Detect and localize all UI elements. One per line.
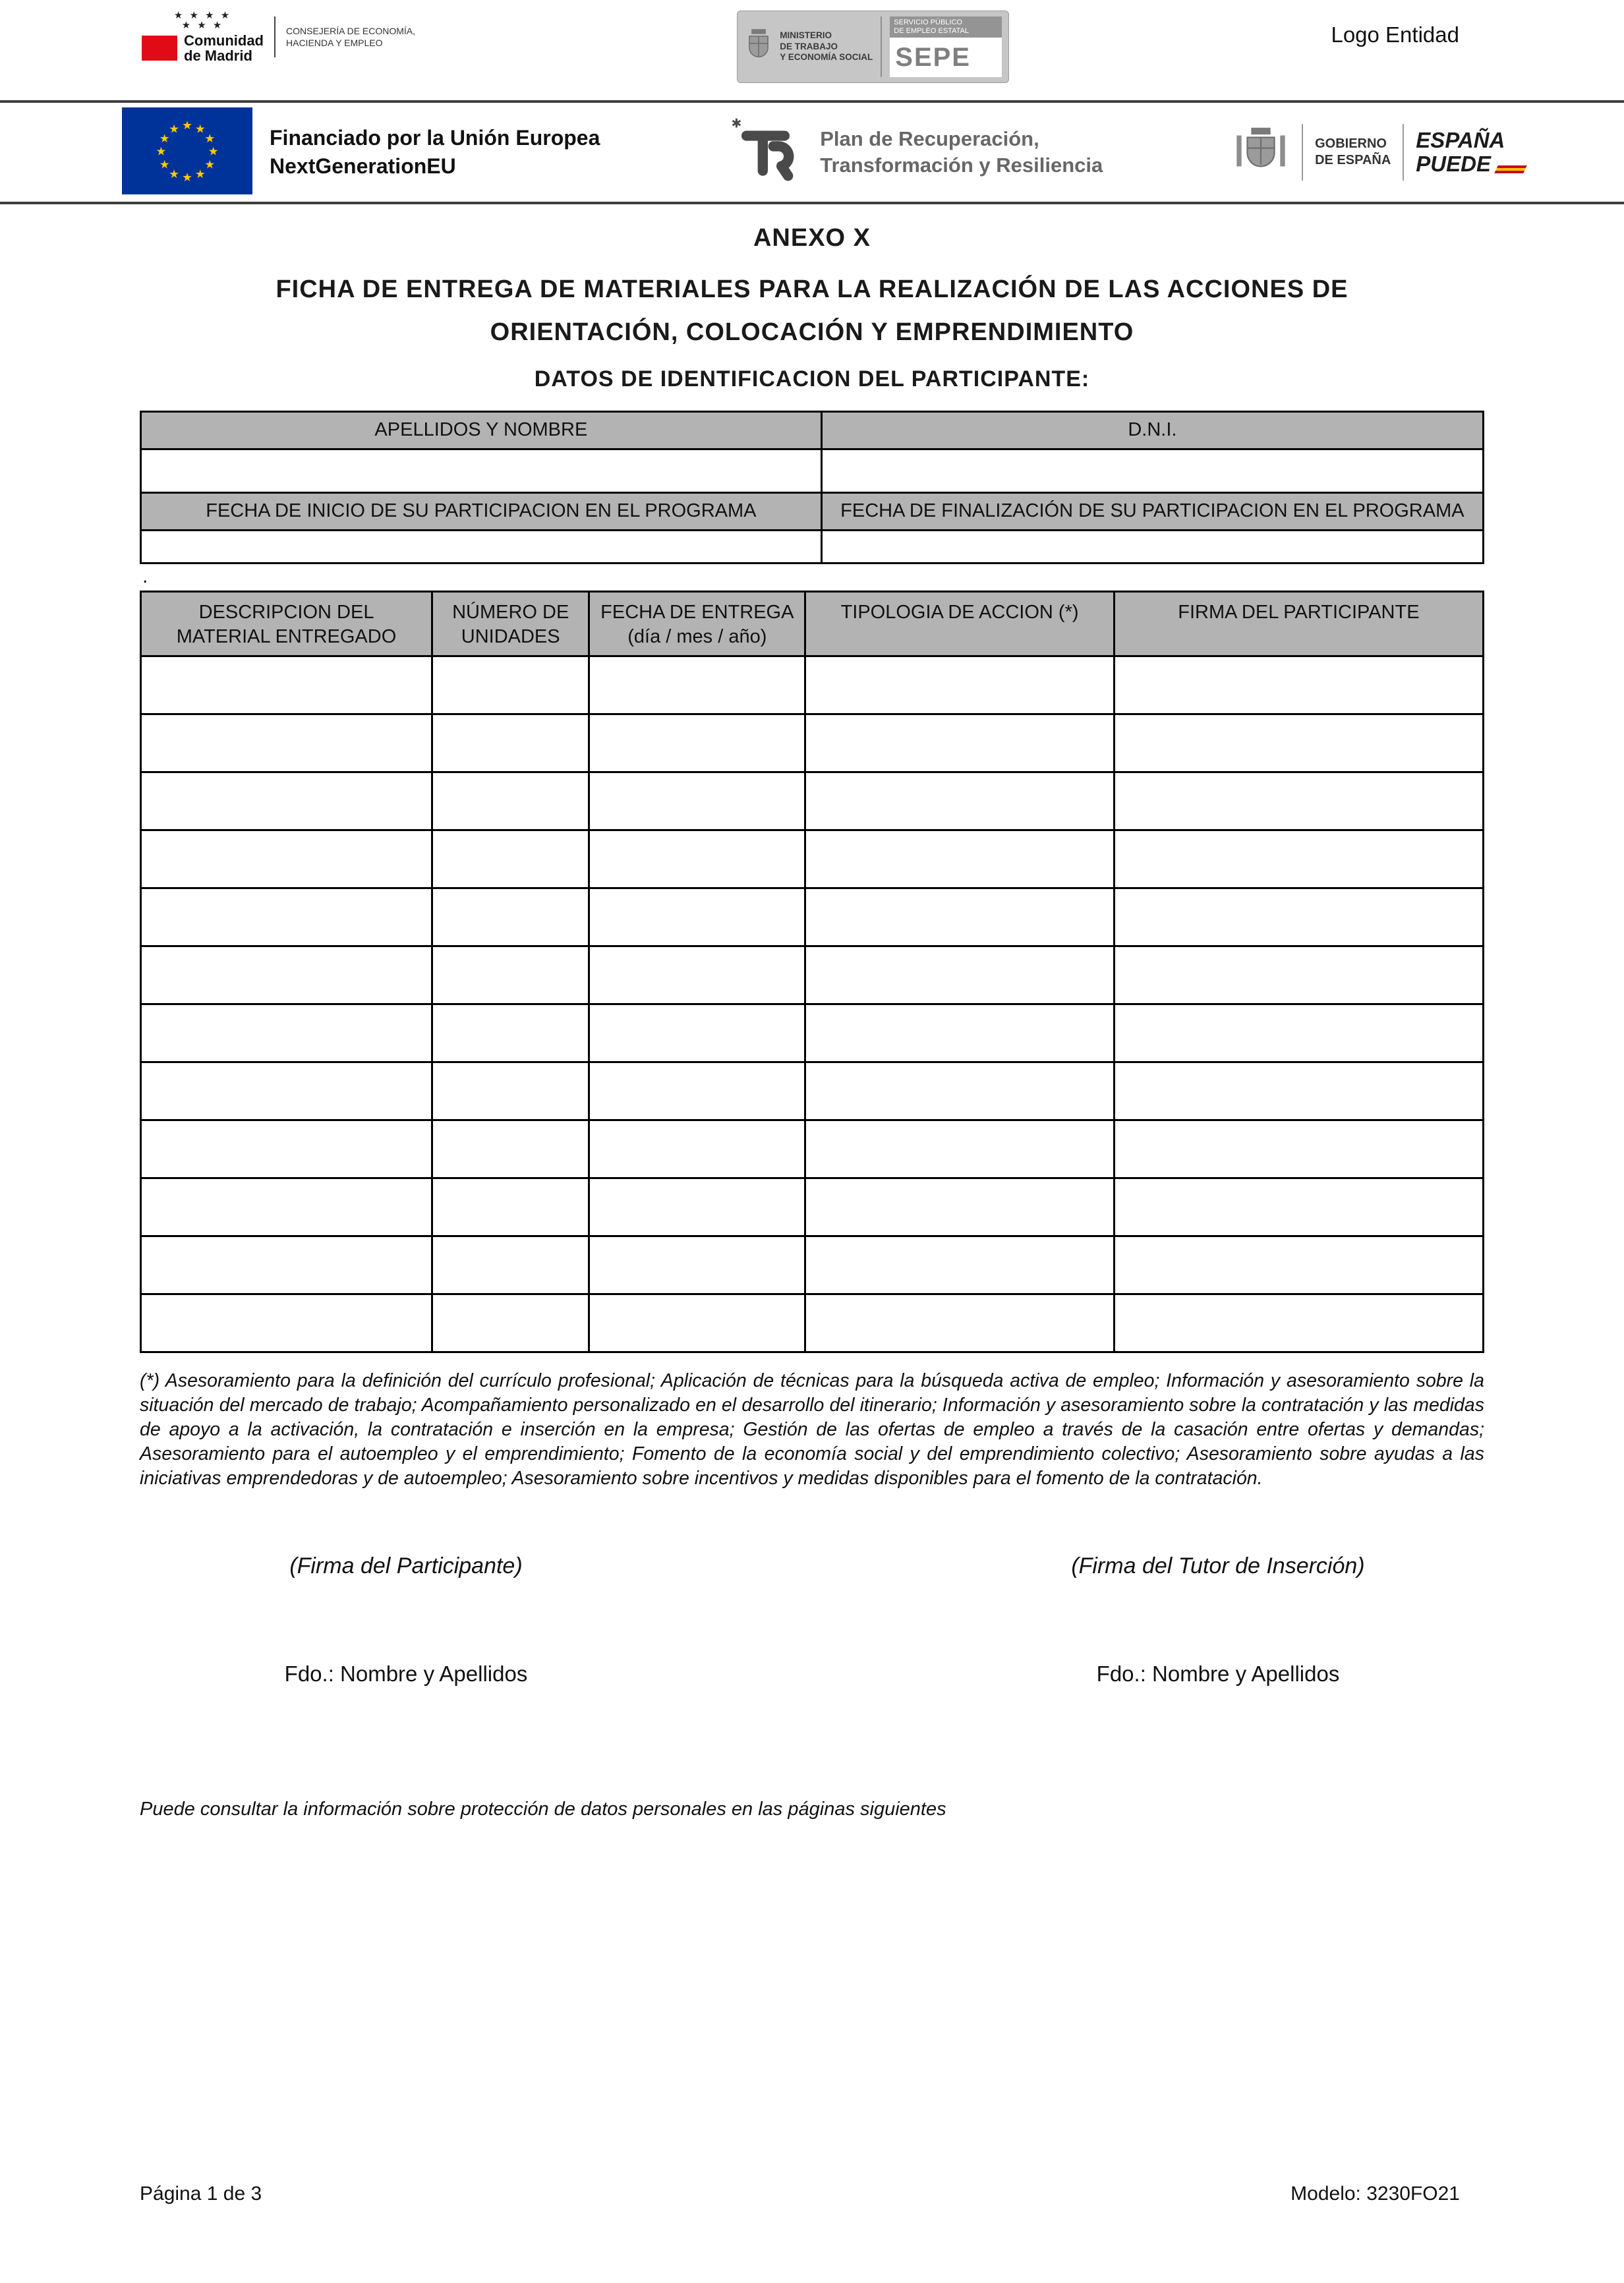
materials-empty-row <box>141 1236 1484 1294</box>
prtr-tr-icon <box>729 112 807 193</box>
materials-empty-row <box>141 714 1484 772</box>
madrid-stars-row1: ★ ★ ★ ★ <box>173 10 232 21</box>
materials-empty-cell <box>589 772 805 830</box>
signature-labels-row <box>0 1553 1624 1579</box>
materials-table-body <box>141 656 1484 1352</box>
participant-fdo-line: Fdo.: Nombre y Apellidos <box>284 1662 528 1687</box>
stray-dot: . <box>142 565 148 587</box>
materials-empty-cell <box>589 1062 805 1120</box>
header-dni: D.N.I. <box>821 412 1483 449</box>
materials-empty-row <box>141 772 1484 830</box>
gobierno-line2: DE ESPAÑA <box>1315 153 1391 167</box>
madrid-divider <box>274 16 276 57</box>
svg-text:★: ★ <box>159 132 170 146</box>
materials-empty-cell <box>141 946 432 1004</box>
signature-names-row <box>0 1662 1624 1687</box>
entity-logo-placeholder: Logo Entidad <box>1331 22 1459 47</box>
page-number: Página 1 de 3 <box>140 2183 262 2205</box>
materials-empty-row <box>141 1178 1484 1236</box>
sepe-subtitle <box>890 16 1002 38</box>
materials-empty-row <box>141 1062 1484 1120</box>
materials-empty-cell <box>141 656 432 714</box>
spain-coat-of-arms-icon <box>744 28 773 67</box>
ministry-divider <box>881 16 882 77</box>
svg-text:★: ★ <box>194 122 206 136</box>
materials-header-row <box>141 591 1484 656</box>
fecha-inicio-cell <box>141 530 822 563</box>
id-table-value-row-1 <box>141 449 1484 492</box>
materials-empty-cell <box>805 1178 1115 1236</box>
madrid-stars-icon <box>174 11 231 30</box>
materials-empty-cell <box>805 830 1115 888</box>
footnote-asterisk: (*) Asesoramiento para la definición del currículo profesional; Aplicación de técnicas para la búsqueda activa de empleo; Información y asesoramiento sobre la situación del mercado de trabajo; Acompañamiento personalizado en el desarrollo del itinerario; Información y asesoramiento sobre la contratación y las medidas de apoyo a la activación, la contratación e inserción en la empresa; Gestión de las ofertas de empleo a través de la casación entre ofertas y demandas; Asesoramiento para el autoempleo y el emprendimiento; Fomento de la economía social y del emprendimiento colectivo; Asesoramiento sobre ayudas a las iniciativas emprendedoras y de autoempleo; Asesoramiento sobre incentivos y medidas disponibles para el fomento de la contratación. <box>140 1370 1484 1489</box>
materials-empty-cell <box>805 1236 1115 1294</box>
materials-empty-row <box>141 1294 1484 1352</box>
materials-empty-cell <box>1114 1062 1483 1120</box>
tutor-fdo-line: Fdo.: Nombre y Apellidos <box>1096 1662 1340 1687</box>
materials-empty-cell <box>141 1236 432 1294</box>
materials-empty-cell <box>141 1120 432 1178</box>
id-table-header-row-2 <box>141 492 1484 530</box>
eu-funding-text <box>270 124 600 181</box>
materials-empty-row <box>141 1120 1484 1178</box>
prtr-line2: Transformación y Resiliencia <box>820 154 1103 177</box>
gobierno-coat-of-arms-icon <box>1232 122 1290 183</box>
madrid-stars-row2: ★ ★ ★ <box>181 20 224 31</box>
materials-empty-cell <box>589 946 805 1004</box>
svg-text:✱: ✱ <box>731 116 742 131</box>
materials-empty-cell <box>432 1178 589 1236</box>
eu-funding-line1: Financiado por la Unión Europea <box>270 125 600 150</box>
materials-empty-cell <box>1114 1004 1483 1062</box>
materials-empty-cell <box>1114 656 1483 714</box>
materials-empty-cell <box>805 1062 1115 1120</box>
materials-empty-cell <box>589 656 805 714</box>
tutor-signature-label: (Firma del Tutor de Inserción) <box>1071 1553 1365 1579</box>
svg-text:★: ★ <box>204 158 216 171</box>
header-bar <box>0 0 1624 100</box>
materials-empty-cell <box>141 1062 432 1120</box>
gobierno-line1: GOBIERNO <box>1315 136 1387 151</box>
madrid-name-line1: Comunidad <box>184 32 264 49</box>
materials-empty-cell <box>1114 714 1483 772</box>
materials-empty-cell <box>805 888 1115 946</box>
materials-empty-cell <box>432 1062 589 1120</box>
header-apellidos-nombre: APELLIDOS Y NOMBRE <box>141 412 822 449</box>
participant-id-table <box>140 411 1484 564</box>
section-title: DATOS DE IDENTIFICACION DEL PARTICIPANTE: <box>534 366 1090 392</box>
materials-empty-cell <box>432 656 589 714</box>
prtr-line1: Plan de Recuperación, <box>820 127 1039 150</box>
ministry-name-line3: Y ECONOMÍA SOCIAL <box>780 52 873 63</box>
materials-empty-cell <box>589 830 805 888</box>
materials-empty-cell <box>432 1294 589 1352</box>
materials-empty-cell <box>805 772 1115 830</box>
materials-empty-cell <box>805 1004 1115 1062</box>
materials-empty-cell <box>141 1178 432 1236</box>
comunidad-madrid-logo <box>142 11 415 63</box>
anexo-title: ANEXO X <box>753 224 871 252</box>
sepe-logo <box>890 16 1002 77</box>
materials-empty-cell <box>432 1236 589 1294</box>
page-footer <box>140 2183 1460 2205</box>
materials-empty-cell <box>432 714 589 772</box>
madrid-red-flag-icon <box>142 36 177 61</box>
ministry-name <box>780 30 873 64</box>
prtr-text <box>820 126 1103 179</box>
spain-flag-swoosh-icon <box>1494 165 1527 173</box>
madrid-name <box>184 33 264 63</box>
header-fecha-inicio: FECHA DE INICIO DE SU PARTICIPACION EN EL PROGRAMA <box>141 492 822 530</box>
svg-text:★: ★ <box>182 119 192 132</box>
materials-empty-cell <box>1114 946 1483 1004</box>
materials-empty-cell <box>432 772 589 830</box>
materials-empty-cell <box>805 714 1115 772</box>
materials-empty-cell <box>1114 772 1483 830</box>
form-title-line1: FICHA DE ENTREGA DE MATERIALES PARA LA REALIZACIÓN DE LAS ACCIONES DE <box>276 275 1348 303</box>
model-number: Modelo: 3230FO21 <box>1290 2183 1460 2205</box>
materials-empty-cell <box>1114 888 1483 946</box>
materials-empty-row <box>141 888 1484 946</box>
svg-text:★: ★ <box>208 145 219 159</box>
materials-empty-cell <box>589 1120 805 1178</box>
materials-empty-cell <box>589 888 805 946</box>
materials-empty-cell <box>805 656 1115 714</box>
materials-empty-cell <box>141 772 432 830</box>
gobierno-divider <box>1302 124 1303 181</box>
gobierno-espana-logo <box>1232 122 1525 183</box>
funding-banner <box>0 103 1624 202</box>
id-table-value-row-2 <box>141 530 1484 563</box>
sepe-wordmark: SEPE <box>890 38 1002 77</box>
svg-text:★: ★ <box>169 122 180 136</box>
madrid-dept-line1: CONSEJERÍA DE ECONOMÍA, <box>286 25 416 36</box>
materials-empty-cell <box>1114 1236 1483 1294</box>
materials-empty-cell <box>589 1004 805 1062</box>
privacy-note: Puede consultar la información sobre protección de datos personales en las páginas siguientes <box>140 1799 946 1820</box>
madrid-dept-line2: HACIENDA Y EMPLEO <box>286 38 383 49</box>
espana-puede-divider <box>1403 124 1404 181</box>
materials-empty-cell <box>141 830 432 888</box>
prtr-logo <box>729 112 1103 193</box>
materials-empty-row <box>141 946 1484 1004</box>
id-table-header-row-1 <box>141 412 1484 449</box>
materials-empty-cell <box>589 714 805 772</box>
materials-empty-cell <box>589 1236 805 1294</box>
form-title <box>0 268 1624 353</box>
svg-text:★: ★ <box>156 145 167 159</box>
eu-funding-logo <box>122 107 600 198</box>
materials-empty-row <box>141 1004 1484 1062</box>
materials-empty-row <box>141 656 1484 714</box>
header-fecha-finalizacion: FECHA DE FINALIZACIÓN DE SU PARTICIPACION EN EL PROGRAMA <box>821 492 1483 530</box>
materials-table <box>140 591 1484 1353</box>
svg-text:★: ★ <box>159 158 170 171</box>
materials-empty-cell <box>141 714 432 772</box>
participant-signature-label: (Firma del Participante) <box>289 1553 523 1579</box>
madrid-department <box>286 25 415 49</box>
madrid-flag-block <box>142 11 264 63</box>
svg-text:★: ★ <box>194 167 206 181</box>
materials-empty-cell <box>141 1004 432 1062</box>
materials-empty-row <box>141 830 1484 888</box>
materials-empty-cell <box>432 946 589 1004</box>
materials-empty-cell <box>805 1294 1115 1352</box>
gobierno-text <box>1315 136 1391 169</box>
form-title-line2: ORIENTACIÓN, COLOCACIÓN Y EMPRENDIMIENTO <box>490 318 1134 346</box>
materials-empty-cell <box>432 1120 589 1178</box>
header-fecha-entrega: FECHA DE ENTREGA (día / mes / año) <box>589 591 805 656</box>
fecha-finalizacion-cell <box>821 530 1483 563</box>
banner-divider-line <box>0 202 1624 204</box>
header-descripcion-material: DESCRIPCION DEL MATERIAL ENTREGADO <box>141 591 432 656</box>
materials-empty-cell <box>432 888 589 946</box>
materials-empty-cell <box>1114 1294 1483 1352</box>
ministerio-trabajo-logo <box>737 11 1009 83</box>
materials-empty-cell <box>805 946 1115 1004</box>
puede-word: PUEDE <box>1416 152 1491 176</box>
eu-funding-line2: NextGenerationEU <box>270 154 456 178</box>
sepe-subtitle-line1: SERVICIO PÚBLICO <box>894 18 962 26</box>
header-numero-unidades: NÚMERO DE UNIDADES <box>432 591 589 656</box>
dni-cell <box>821 449 1483 492</box>
materials-empty-cell <box>432 830 589 888</box>
espana-puede-logo <box>1416 129 1525 177</box>
materials-empty-cell <box>432 1004 589 1062</box>
svg-text:★: ★ <box>182 171 192 185</box>
madrid-name-line2: de Madrid <box>184 47 252 65</box>
materials-empty-cell <box>1114 830 1483 888</box>
header-tipologia-accion: TIPOLOGIA DE ACCION (*) <box>805 591 1115 656</box>
header-firma-participante: FIRMA DEL PARTICIPANTE <box>1114 591 1483 656</box>
svg-text:★: ★ <box>169 167 180 181</box>
espana-word: ESPAÑA <box>1416 127 1505 152</box>
sepe-subtitle-line2: DE EMPLEO ESTATAL <box>894 27 969 36</box>
materials-empty-cell <box>589 1178 805 1236</box>
materials-empty-cell <box>805 1120 1115 1178</box>
materials-empty-cell <box>141 888 432 946</box>
eu-flag-icon <box>122 107 252 198</box>
svg-text:★: ★ <box>204 132 216 146</box>
materials-empty-cell <box>589 1294 805 1352</box>
ministry-name-line2: DE TRABAJO <box>780 41 838 51</box>
materials-empty-cell <box>1114 1120 1483 1178</box>
apellidos-nombre-cell <box>141 449 822 492</box>
materials-empty-cell <box>1114 1178 1483 1236</box>
materials-empty-cell <box>141 1294 432 1352</box>
ministry-name-line1: MINISTERIO <box>780 30 832 40</box>
